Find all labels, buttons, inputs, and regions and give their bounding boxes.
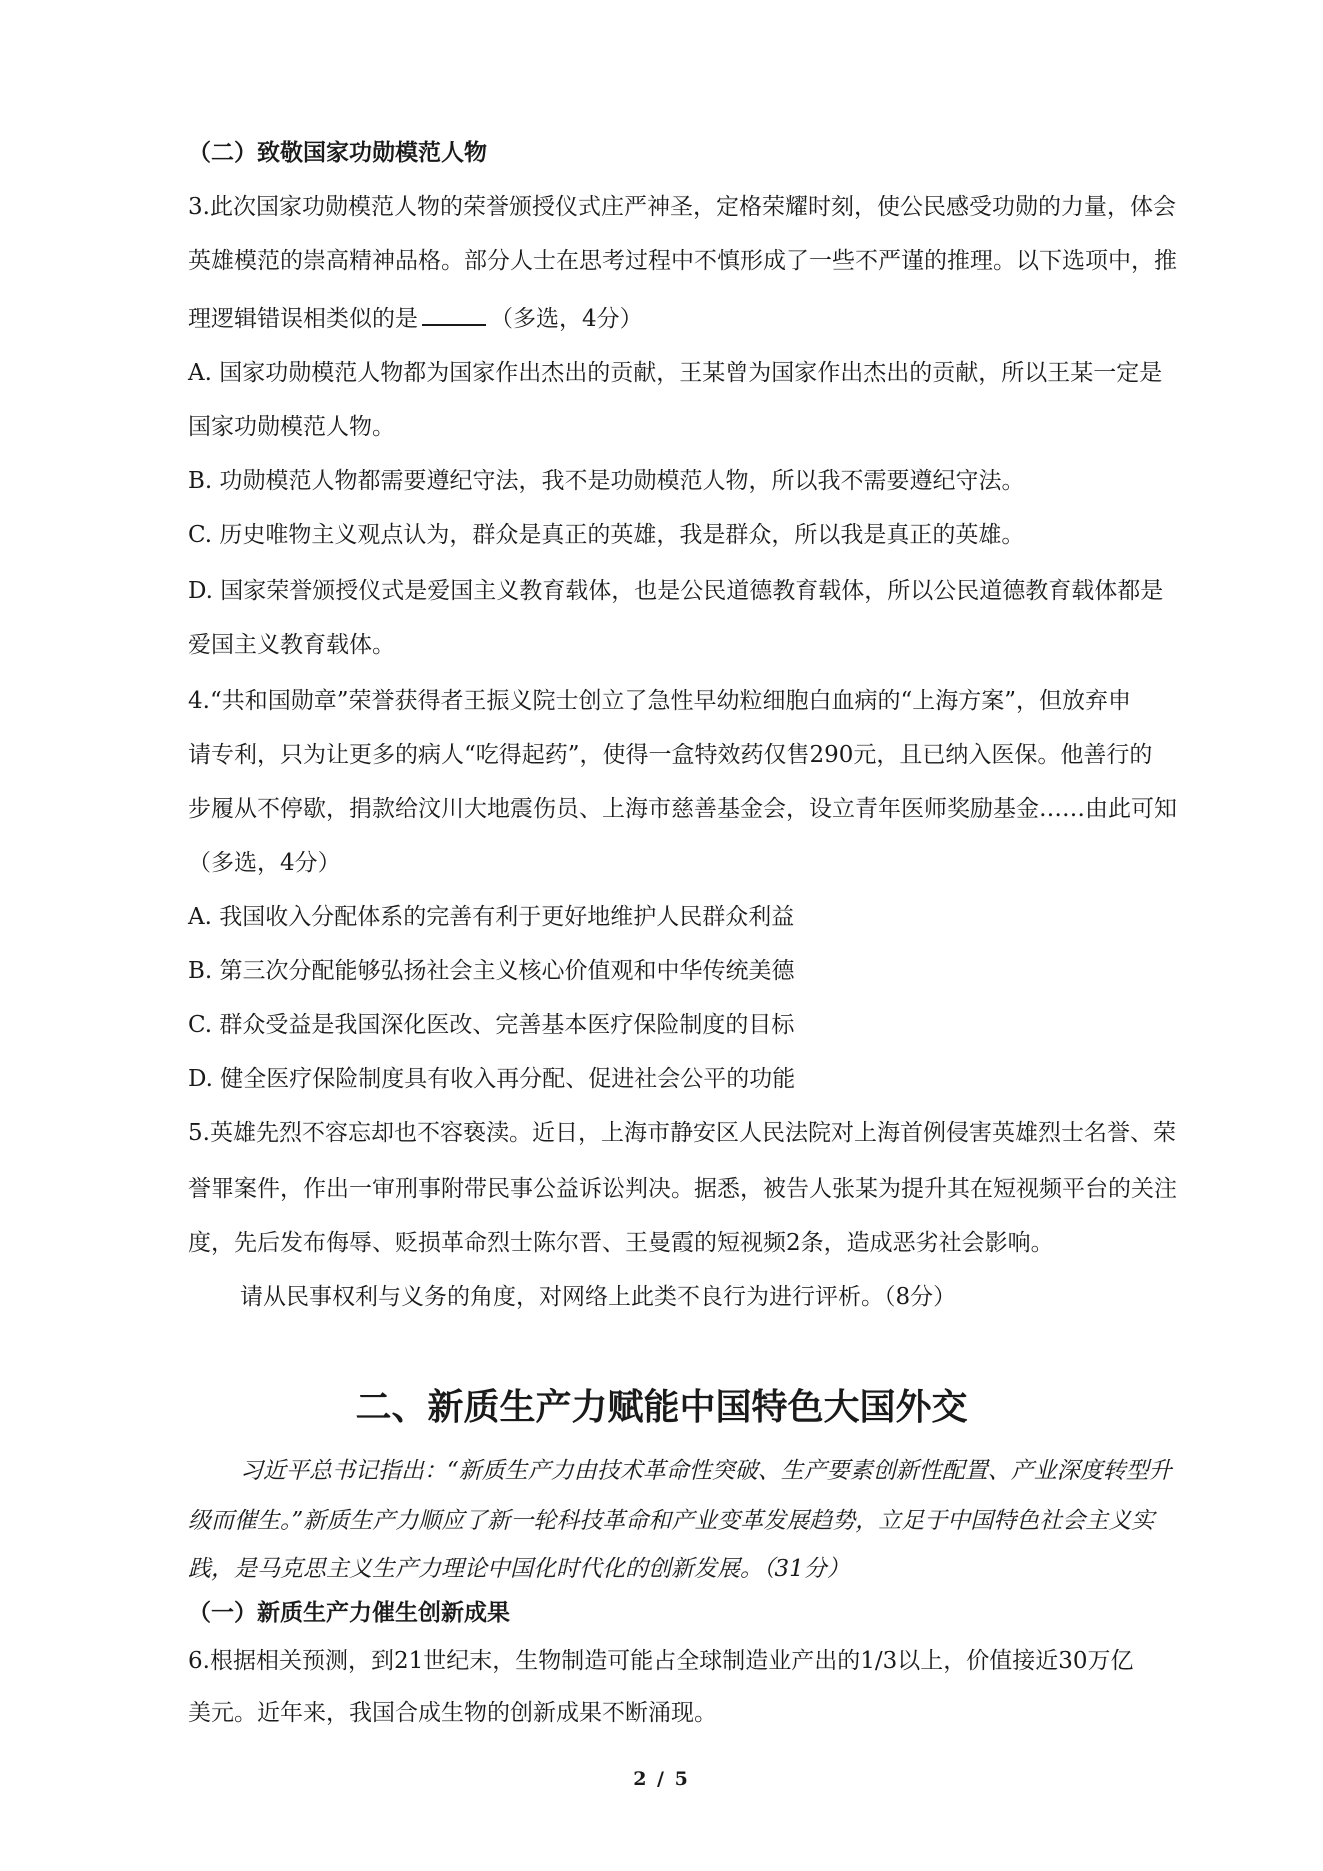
q3-option-d-line2: 爱国主义教育载体。: [188, 632, 395, 658]
q4-option-c: C. 群众受益是我国深化医改、完善基本医疗保险制度的目标: [188, 1012, 795, 1038]
q4-stem-line2: 请专利，只为让更多的病人“吃得起药”，使得一盒特效药仅售290元，且已纳入医保。他善行的: [188, 742, 1153, 768]
page-number: 2 / 5: [633, 1768, 690, 1790]
q3-stem-line2: 英雄模范的崇高精神品格。部分人士在思考过程中不慎形成了一些不严谨的推理。以下选项中，推: [188, 248, 1177, 274]
q4-option-a: A. 我国收入分配体系的完善有利于更好地维护人民群众利益: [188, 904, 795, 930]
q5-stem-line3: 度，先后发布侮辱、贬损革命烈士陈尔晋、王曼霞的短视频2条，造成恶劣社会影响。: [188, 1230, 1054, 1256]
section-title: 二、新质生产力赋能中国特色大国外交: [355, 1387, 968, 1428]
q5-prompt: 请从民事权利与义务的角度，对网络上此类不良行为进行评析。（8分）: [240, 1284, 957, 1310]
q5-stem-line2: 誉罪案件，作出一审刑事附带民事公益诉讼判决。据悉，被告人张某为提升其在短视频平台的关注: [188, 1176, 1177, 1202]
q3-option-a-line1: A. 国家功勋模范人物都为国家作出杰出的贡献，王某曾为国家作出杰出的贡献，所以王某一定是: [188, 360, 1163, 386]
q6-stem-line1: 6.根据相关预测，到21世纪末，生物制造可能占全球制造业产出的1/3以上，价值接近30万亿: [188, 1648, 1134, 1674]
q3-option-d-line1: D. 国家荣誉颁授仪式是爱国主义教育载体，也是公民道德教育载体，所以公民道德教育载体都是: [188, 578, 1164, 604]
q3-option-b: B. 功勋模范人物都需要遵纪守法，我不是功勋模范人物，所以我不需要遵纪守法。: [188, 468, 1025, 494]
subsection-title-2: （一）新质生产力催生创新成果: [188, 1599, 510, 1626]
q3-stem-line1: 3.此次国家功勋模范人物的荣誉颁授仪式庄严神圣，定格荣耀时刻，使公民感受功勋的力量，体会: [188, 194, 1176, 220]
q4-option-b: B. 第三次分配能够弘扬社会主义核心价值观和中华传统美德: [188, 958, 795, 984]
q3-stem-line3: [188, 302, 643, 334]
q3-option-a-line2: 国家功勋模范人物。: [188, 414, 395, 440]
q3-score: （多选，4分）: [490, 306, 643, 332]
q6-stem-line2: 美元。近年来，我国合成生物的创新成果不断涌现。: [188, 1700, 717, 1726]
q4-option-d: D. 健全医疗保险制度具有收入再分配、促进社会公平的功能: [188, 1066, 796, 1092]
q3-option-c: C. 历史唯物主义观点认为，群众是真正的英雄，我是群众，所以我是真正的英雄。: [188, 522, 1025, 548]
q3-stem-text: 理逻辑错误相类似的是: [188, 306, 418, 332]
q4-stem-line4: （多选，4分）: [188, 850, 341, 876]
section2-intro-line1: 习近平总书记指出：“新质生产力由技术革命性突破、生产要素创新性配置、产业深度转型升: [240, 1458, 1172, 1484]
section2-intro-line3: 践，是马克思主义生产力理论中国化时代化的创新发展。（31分）: [188, 1556, 850, 1582]
subsection-title: （二）致敬国家功勋模范人物: [188, 139, 487, 166]
answer-blank[interactable]: [422, 302, 486, 326]
q5-stem-line1: 5.英雄先烈不容忘却也不容亵渎。近日，上海市静安区人民法院对上海首例侵害英雄烈士名誉、荣: [188, 1120, 1176, 1146]
q4-stem-line1: 4.“共和国勋章”荣誉获得者王振义院士创立了急性早幼粒细胞白血病的“上海方案”，但放弃申: [188, 688, 1131, 714]
q4-stem-line3: 步履从不停歇，捐款给汶川大地震伤员、上海市慈善基金会，设立青年医师奖励基金……由此可知: [188, 796, 1177, 822]
section2-intro-line2: 级而催生。”新质生产力顺应了新一轮科技革命和产业变革发展趋势，立足于中国特色社会主义实: [188, 1508, 1155, 1534]
